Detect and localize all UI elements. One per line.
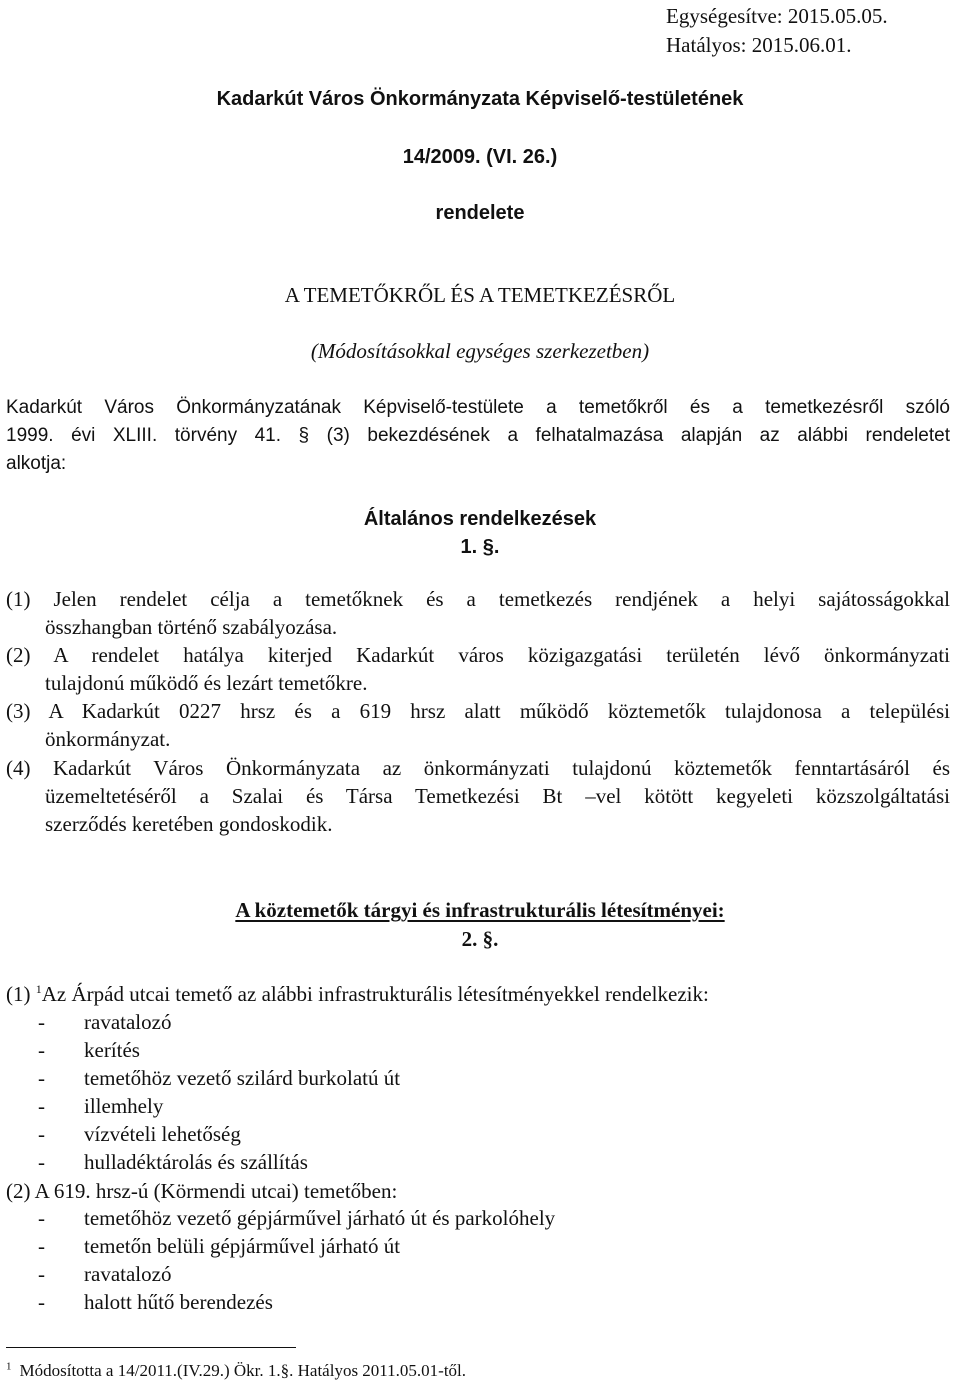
consolidated-date: Egységesítve: 2015.05.05. [666, 4, 888, 28]
footnote-number: 1 [6, 1360, 12, 1373]
list-item: - ravatalozó [38, 1262, 172, 1286]
list-item: - ravatalozó [38, 1010, 172, 1034]
paragraph-line: tulajdonú működő és lezárt temetőkre. [45, 671, 368, 695]
preamble-line: alkotja: [6, 453, 67, 474]
section-number: 1. §. [460, 536, 500, 558]
section-number: 2. §. [461, 927, 499, 951]
footnote-separator [6, 1347, 296, 1348]
list-item: - temetőhöz vezető gépjárművel járható út és parkolóhely [38, 1206, 556, 1230]
regulation-type: rendelete [435, 202, 525, 224]
regulation-number: 14/2009. (VI. 26.) [402, 146, 558, 168]
list-item: - illemhely [38, 1094, 164, 1118]
consolidation-note: (Módosításokkal egységes szerkezetben) [310, 339, 650, 363]
issuer-title: Kadarkút Város Önkormányzata Képviselő-testületének [216, 88, 744, 110]
effective-date: Hatályos: 2015.06.01. [666, 33, 852, 57]
paragraph-line: (2) A rendelet hatálya kiterjed Kadarkút város közigazgatási területén lévő önkormányzati [6, 643, 950, 667]
paragraph-line: szerződés keretében gondoskodik. [45, 812, 333, 836]
paragraph-line: (1) $^1$Az Árpád utcai temető az alábbi infrastrukturális létesítményekkel rendelkezik: [6, 982, 709, 1006]
list-item: - vízvételi lehetőség [38, 1122, 241, 1146]
list-item: - kerítés [38, 1038, 140, 1062]
list-item: - hulladéktárolás és szállítás [38, 1150, 308, 1174]
regulation-subject: A TEMETŐKRŐL ÉS A TEMETKEZÉSRŐL [284, 283, 676, 307]
footnote: $^1$ Módosította a 14/2011.(IV.29.) Ökr. 1.§. Hatályos 2011.05.01-től. [6, 1360, 467, 1380]
paragraph-line: önkormányzat. [45, 727, 171, 751]
paragraph-line: összhangban történő szabályozása. [45, 615, 338, 639]
footnote-reference[interactable]: 1 [35, 982, 42, 996]
preamble-line: 1999. évi XLIII. törvény 41. § (3) bekezdésének a felhatalmazása alapján az alábbi rendeletet [6, 425, 950, 446]
paragraph-line: (3) A Kadarkút 0227 hrsz és a 619 hrsz alatt működő köztemetők tulajdonosa a települési [6, 699, 950, 723]
list-item: - temetőn belüli gépjárművel járható út [38, 1234, 401, 1258]
paragraph-line: (4) Kadarkút Város Önkormányzata az önkormányzati tulajdonú köztemetők fenntartásáról és [6, 756, 950, 780]
section-heading: A köztemetők tárgyi és infrastrukturális létesítményei: [235, 898, 725, 922]
list-item: - halott hűtő berendezés [38, 1290, 273, 1314]
paragraph-line: (1) Jelen rendelet célja a temetőknek és a temetkezés rendjének a helyi sajátosságokkal [6, 587, 950, 611]
paragraph-line: (2) A 619. hrsz-ú (Körmendi utcai) temetőben: [6, 1179, 398, 1203]
list-item: - temetőhöz vezető szilárd burkolatú út [38, 1066, 401, 1090]
preamble-line: Kadarkút Város Önkormányzatának Képviselő-testülete a temetőkről és a temetkezésről szóló [6, 397, 950, 418]
paragraph-line: üzemeltetéséről a Szalai és Társa Temetkezési Bt –vel kötött kegyeleti közszolgáltatási [45, 784, 950, 808]
section-heading: Általános rendelkezések [363, 508, 597, 530]
